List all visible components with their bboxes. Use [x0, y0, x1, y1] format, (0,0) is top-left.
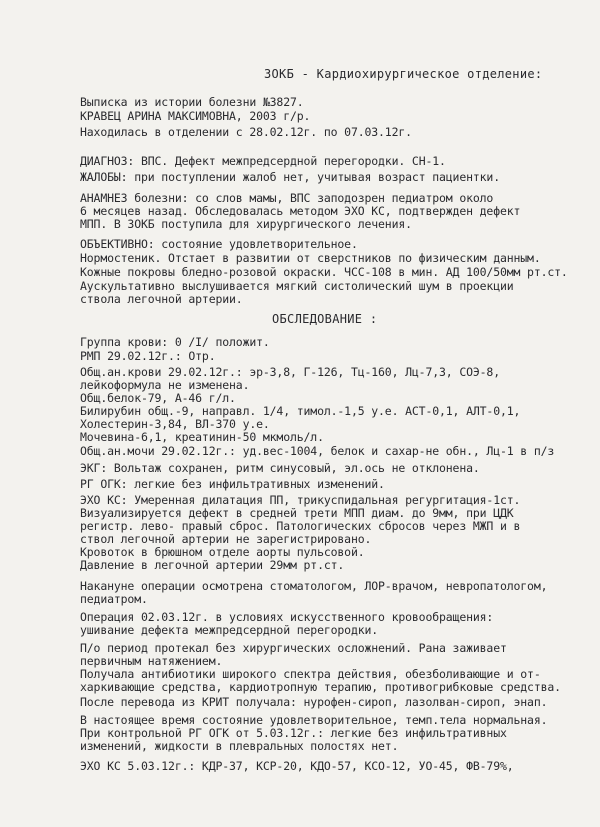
department-header: ЗОКБ - Кардиохирургическое отделение: — [264, 67, 543, 81]
diagnosis-line — [80, 155, 446, 168]
exam-line-14: регистр. лево- правый сброс. Патологических сбросов через МЖП и в — [80, 519, 521, 533]
complaints-text: при поступлении жалоб нет, учитывая возраст пациентки. — [127, 170, 500, 184]
course-line-3: Операция 02.03.12г. в условиях искусственного кровообращения: — [80, 610, 494, 624]
diagnosis-label: ДИАГНОЗ: — [80, 154, 135, 168]
course-line-7: Получала антибиотики широкого спектра действия, обезболивающие и от- — [80, 667, 541, 681]
exam-line-4: лейкоформула не изменена. — [80, 378, 250, 392]
exam-line-1: Группа крови: 0 /I/ положит. — [80, 335, 270, 349]
course-line-4: ушивание дефекта межпредсердной перегородки. — [80, 623, 379, 637]
exam-line-7: Холестерин-3,84, ВЛ-370 у.е. — [80, 417, 270, 431]
exam-line-15: ствол легочной артерии не зарегистрировано. — [80, 532, 372, 546]
complaints-label: ЖАЛОБЫ: — [80, 170, 128, 184]
exam-line-11: РГ ОГК: легкие без инфильтративных изменений. — [80, 477, 385, 491]
course-line-6: первичным натяжением. — [80, 654, 223, 668]
objective-label: ОБЪЕКТИВНО: — [80, 237, 155, 251]
exam-line-5: Общ.белок-79, А-46 г/л. — [80, 391, 236, 405]
extract-number-line: Выписка из истории болезни №3827. — [80, 95, 304, 109]
course-line-5: П/о период протекал без хирургических осложнений. Рана заживает — [80, 641, 507, 655]
objective-line-4: Аускультативно выслушивается мягкий систолический шум в проекции — [80, 279, 514, 293]
exam-line-12: ЭХО КС: Умеренная дилатация ПП, трикуспидальная регургитация-1ст. — [80, 493, 521, 507]
objective-line-2: Нормостеник. Отстает в развитии от сверстников по физическим данным. — [80, 251, 541, 265]
objective-line-3: Кожные покровы бледно-розовой окраски. ЧСС-108 в мин. АД 100/50мм рт.ст. — [80, 265, 568, 279]
course-line-8: харкивающие средства, кардиотропную терапию, противогрибковые средства. — [80, 680, 561, 694]
course-line-2: педиатром. — [80, 592, 148, 606]
exam-line-10: ЭКГ: Вольтаж сохранен, ритм синусовый, эл.ось не отклонена. — [80, 461, 480, 475]
course-line-11: При контрольной РГ ОГК от 5.03.12г.: легкие без инфильтративных — [80, 726, 507, 740]
diagnosis-text: ВПС. Дефект межпредсердной перегородки. СН-1. — [134, 154, 446, 168]
patient-name-line: КРАВЕЦ АРИНА МАКСИМОВНА, 2003 г/р. — [80, 109, 311, 123]
exam-line-17: Давление в легочной артерии 29мм рт.ст. — [80, 558, 345, 572]
course-line-1: Накануне операции осмотрена стоматологом, ЛОР-врачом, невропатологом, — [80, 579, 548, 593]
anamnesis-line-2: 6 месяцев назад. Обследовалась методом ЭХО КС, подтвержден дефект — [80, 204, 521, 218]
exam-line-13: Визуализируется дефект в средней трети МПП диам. до 9мм, при ЦДК — [80, 506, 514, 520]
exam-line-8: Мочевина-6,1, креатинин-50 мкмоль/л. — [80, 430, 324, 444]
objective-line-1 — [80, 238, 358, 251]
exam-line-6: Билирубин общ.-9, направл. 1/4, тимол.-1,5 у.е. АСТ-0,1, АЛТ-0,1, — [80, 404, 521, 418]
exam-line-2: РМП 29.02.12г.: Отр. — [80, 349, 216, 363]
hospital-stay-line: Находилась в отделении с 28.02.12г. по 07.03.12г. — [80, 125, 412, 139]
course-line-13: ЭХО КС 5.03.12г.: КДР-37, КСР-20, КДО-57, КСО-12, УО-45, ФВ-79%, — [80, 759, 514, 773]
course-line-12: изменений, жидкости в плевральных полостях нет. — [80, 739, 399, 753]
exam-line-3: Общ.ан.крови 29.02.12г.: эр-3,8, Г-126, Тц-160, Лц-7,3, СОЭ-8, — [80, 365, 500, 379]
exam-section-title: ОБСЛЕДОВАНИЕ : — [272, 312, 378, 326]
complaints-line — [80, 171, 500, 184]
anamnesis-text-1: болезни: со слов мамы, ВПС заподозрен педиатром около — [127, 191, 494, 205]
course-line-9: После перевода из КРИТ получала: нурофен-сироп, лазолван-сироп, энап. — [80, 695, 548, 709]
objective-text-1: состояние удовлетворительное. — [154, 237, 358, 251]
anamnesis-label: АНАМНЕЗ — [80, 191, 128, 205]
exam-line-9: Общ.ан.мочи 29.02.12г.: уд.вес-1004, белок и сахар-не обн., Лц-1 в п/з — [80, 444, 555, 458]
anamnesis-line-3: МПП. В ЗОКБ поступила для хирургического лечения. — [80, 217, 412, 231]
objective-line-5: ствола легочной артерии. — [80, 292, 243, 306]
exam-line-16: Кровоток в брюшном отделе аорты пульсовой. — [80, 545, 365, 559]
course-line-10: В настоящее время состояние удовлетворительное, темп.тела нормальная. — [80, 713, 548, 727]
